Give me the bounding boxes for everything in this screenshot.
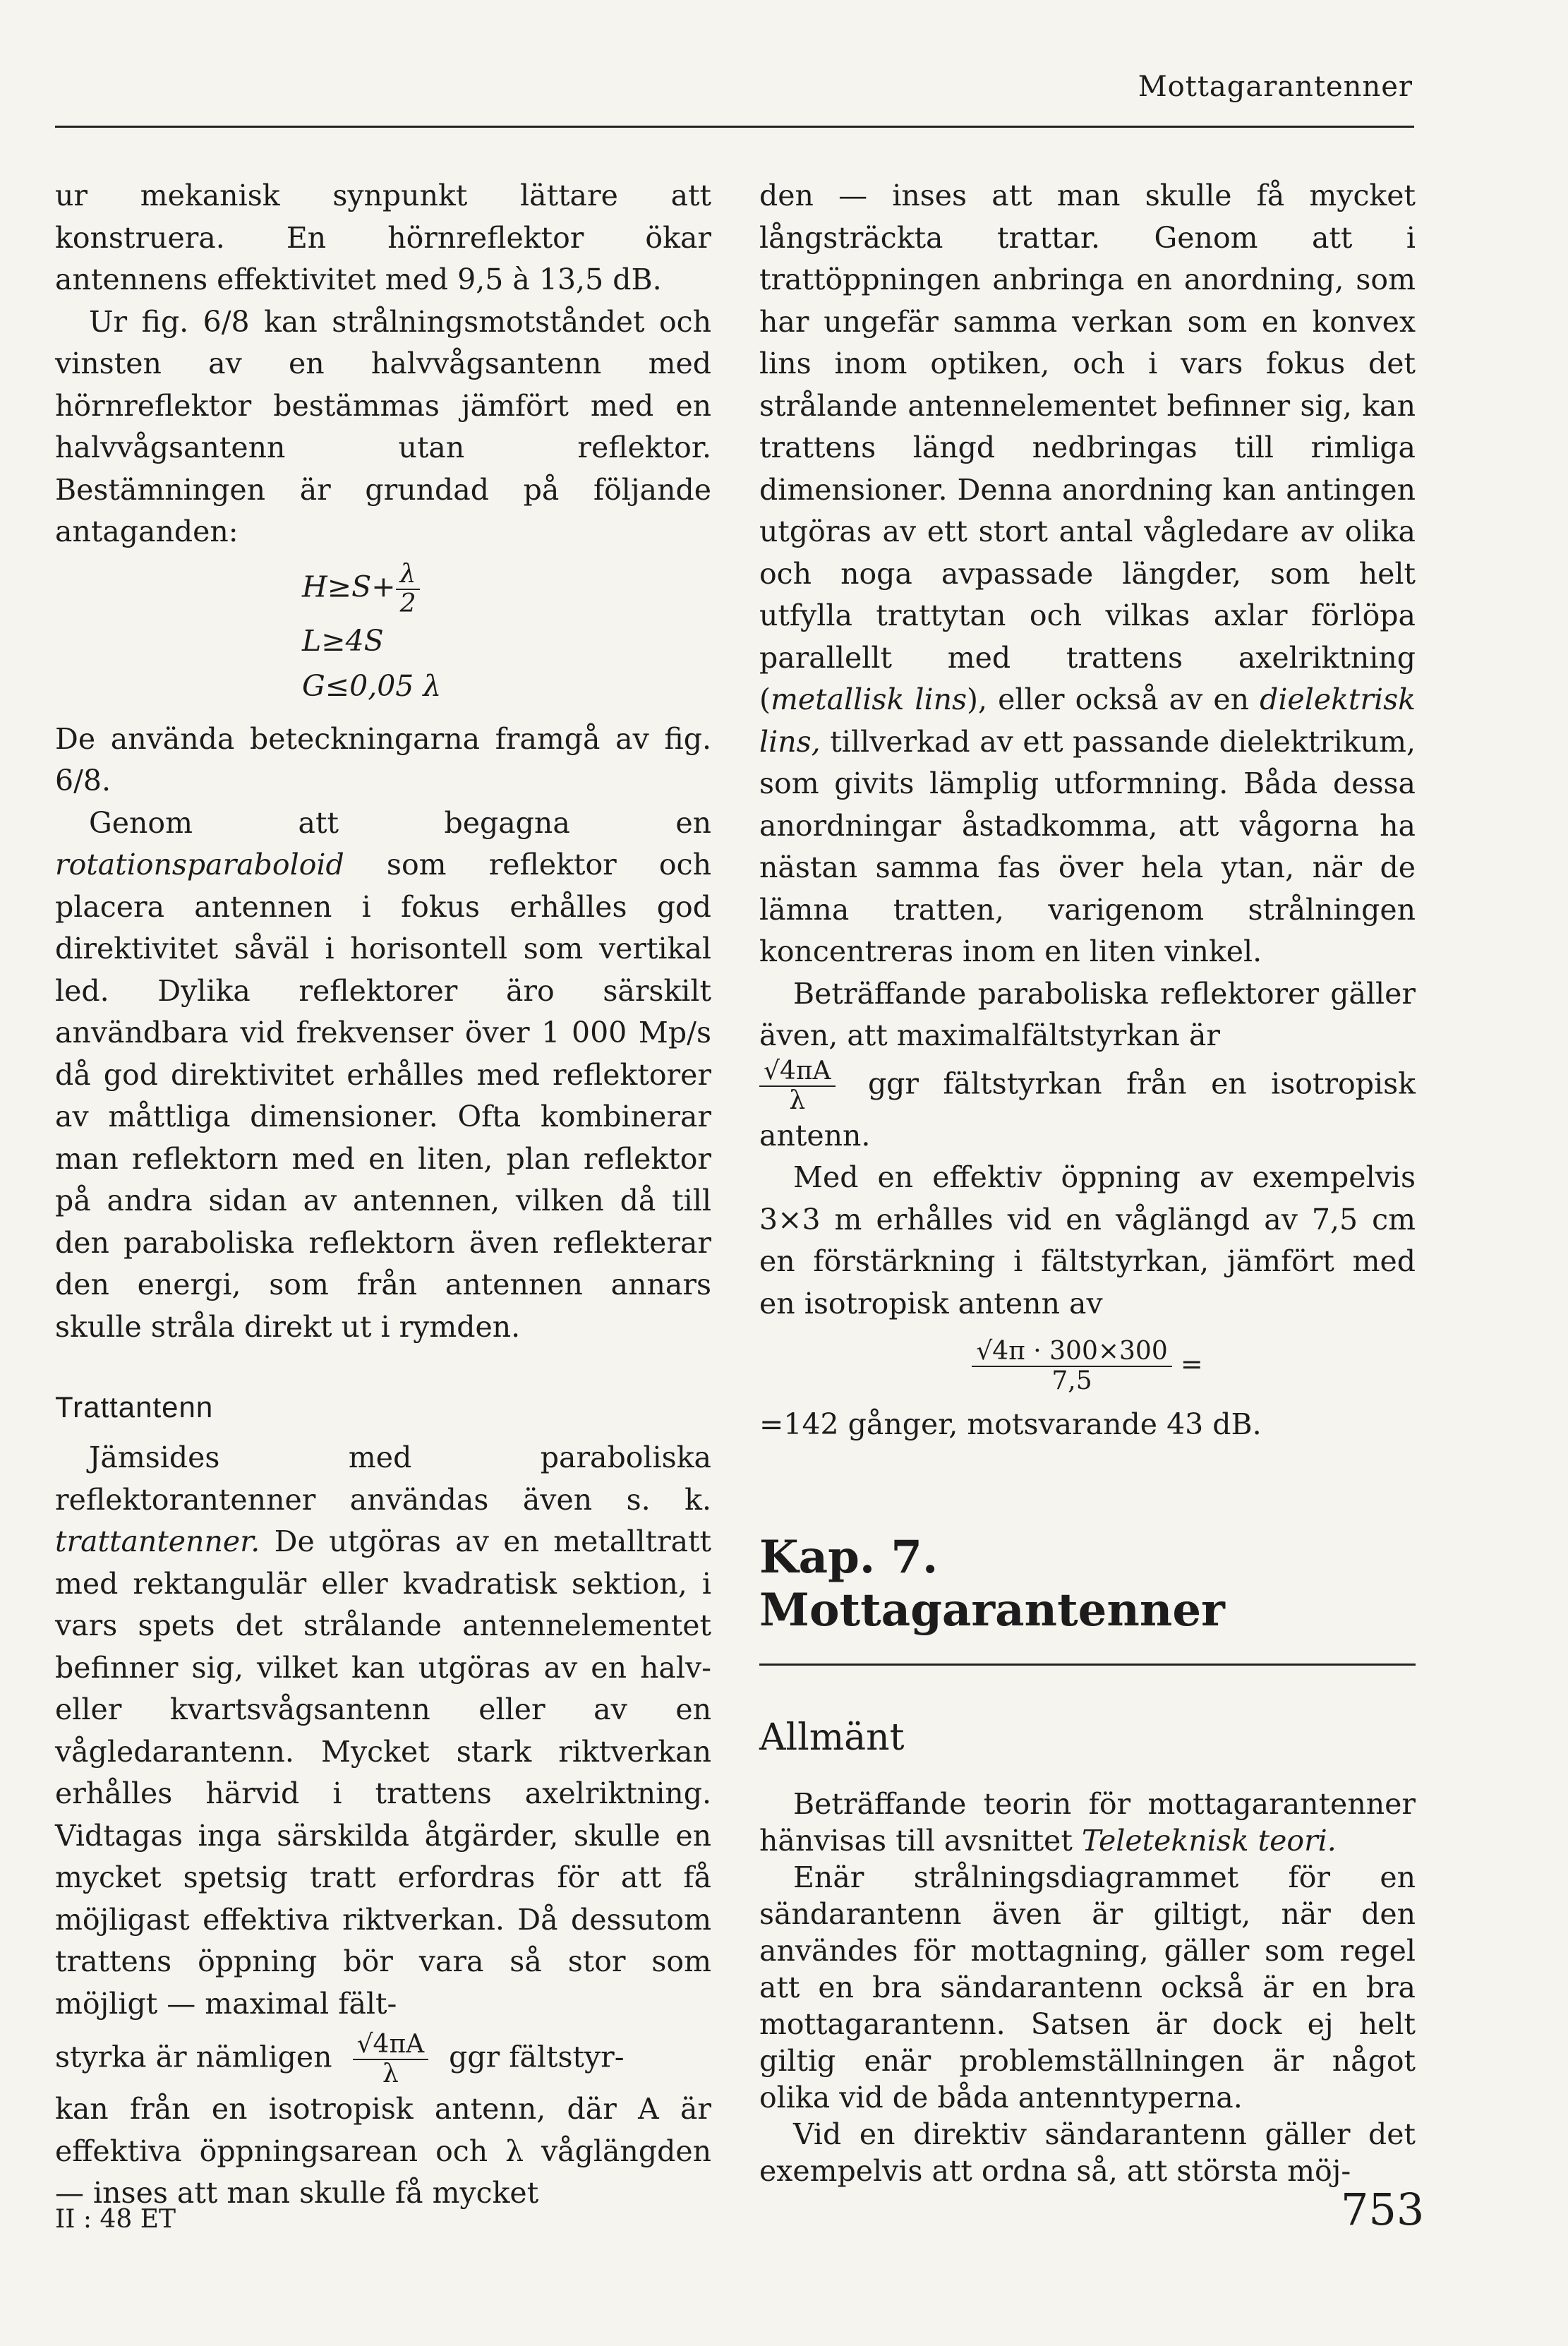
paragraph: =142 gånger, motsvarande 43 dB.	[759, 1407, 1262, 1441]
paragraph-with-fraction: styrka är nämligen $\frac{√4\pi A}{\lambda}$ ggr fältstyr-	[55, 2030, 625, 2088]
paragraph: Jämsides med paraboliska reflektorantenner användas även s. k. trattantenner. De utgöras av en metalltratt med rektangulär eller kvadratisk sektion, i vars spets det strålande antennelementet befinner sig, vilket kan utgöras av en halv- eller kvartsvågsantenn eller av en vågledarantenn. Mycket stark riktverkan erhålles härvid i trattens axelriktning. Vidtagas inga särskilda åtgärder, skulle en mycket spetsig tratt erfordras för att få möjligast effektiva riktverkan. Då dessutom trattens öppning bör vara så stor som möjligt — maximal fält-	[55, 1440, 711, 2021]
fraction: $\frac{√4\pi \cdot 300\times 300}{7,5}$	[972, 1337, 1171, 1395]
tight-text-block	[759, 1786, 1416, 2189]
footer-code: II : 48 ET	[55, 2205, 176, 2234]
section-heading: Trattantenn	[55, 1390, 214, 1424]
paragraph: Beträffande teorin för mottagarantenner hänvisas till avsnittet Teleteknisk teori.	[759, 1786, 1416, 1858]
right-column	[759, 175, 1416, 2189]
formula-length: L≥4S	[302, 623, 384, 658]
fraction: $\frac{√4\pi A}{\lambda}$	[759, 1057, 836, 1115]
paragraph: Enär strålningsdiagrammet för en sändarantenn även är giltigt, när den användes för mottagning, gäller som regel att en bra sändarantenn också är en bra mottagarantenn. Satsen är dock ej helt giltig enär problemställningen är något olika vid de båda antenntyperna.	[759, 1860, 1416, 2115]
fraction: $\frac{√4\pi A}{\lambda}$	[353, 2031, 429, 2088]
paragraph: kan från en isotropisk antenn, där A är effektiva öppningsarean och λ våglängden — inses att man skulle få mycket	[55, 2092, 711, 2210]
paragraph: Ur fig. 6/8 kan strålningsmotståndet och vinsten av en halvvågsantenn med hörnreflektor bestämmas jämfört med en halvvågsantenn utan reflektor. Bestämningen är grundad på följande antaganden:	[55, 304, 711, 548]
paragraph-with-fraction: $\frac{√4\pi A}{\lambda}$ ggr fältstyrkan från en isotropisk antenn.	[759, 1056, 1416, 1153]
paragraph: Beträffande paraboliska reflektorer gäller även, att maximalfältstyrkan är	[759, 976, 1416, 1052]
chapter-rule	[759, 1664, 1416, 1666]
emphasis: rotationsparaboloid	[55, 848, 344, 882]
emphasis: trattantenner.	[55, 1524, 260, 1558]
emphasis: metallisk lins	[771, 682, 967, 716]
emphasis: Teleteknisk teori.	[1081, 1823, 1337, 1858]
emphasis: dielektrisk lins,	[759, 682, 1416, 759]
paragraph: Vid en direktiv sändarantenn gäller det exempelvis att ordna så, att största möj-	[759, 2117, 1416, 2188]
paragraph: Med en effektiv öppning av exempelvis 3×3 m erhålles vid en våglängd av 7,5 cm en förstärkning i fältstyrkan, jämfört med en isotropisk antenn av	[759, 1160, 1416, 1321]
subsection-heading: Allmänt	[759, 1716, 905, 1759]
gain-formula: $\frac{√4\pi \cdot 300\times 300}{7,5}$ =	[759, 1337, 1416, 1395]
chapter-heading: Kap. 7. Mottagarantenner	[759, 1530, 1225, 1637]
paragraph: Genom att begagna en rotationsparaboloid som reflektor och placera antennen i fokus erhålles god direktivitet såväl i horisontell som vertikal led. Dylika reflektorer äro särskilt användbara vid frekvenser över 1 000 Mp/s då god direktivitet erhålles med reflektorer av måttliga dimensioner. Ofta kombinerar man reflektorn med en liten, plan reflektor på andra sidan av antennen, vilken då till den paraboliska reflektorn även reflekterar den energi, som från antennen annars skulle stråla direkt ut i rymden.	[55, 805, 711, 1344]
formula-block	[55, 560, 711, 709]
paragraph: ur mekanisk synpunkt lättare att konstruera. En hörnreflektor ökar antennens effektivitet med 9,5 à 13,5 dB.	[55, 179, 711, 296]
paragraph: den — inses att man skulle få mycket långsträckta trattar. Genom att i trattöppningen anbringa en anordning, som har ungefär samma verkan som en konvex lins inom optiken, och i vars fokus det strålande antennelementet befinner sig, kan trattens längd nedbringas till rimliga dimensioner. Denna anordning kan antingen utgöras av ett stort antal vågledare av olika och noga avpassade längder, som helt utfylla trattytan och vilkas axlar förlöpa parallellt med trattens axelriktning (metallisk lins), eller också av en dielektrisk lins, tillverkad av ett passande dielektrikum, som givits lämplig utformning. Båda dessa anordningar åstadkomma, att vågorna ha nästan samma fas över hela ytan, när de lämna tratten, varigenom strålningen koncentreras inom en liten vinkel.	[759, 179, 1416, 968]
formula-gap: G≤0,05 λ	[302, 668, 442, 703]
formula-height: H≥S+ $\frac{\lambda}{2}$	[302, 560, 711, 618]
left-column	[55, 175, 711, 2215]
page-number: 753	[1341, 2184, 1425, 2235]
running-title: Mottagarantenner	[1138, 71, 1413, 103]
fraction: $\frac{\lambda}{2}$	[396, 560, 421, 618]
header-rule	[55, 126, 1414, 128]
paragraph: De använda beteckningarna framgå av fig. 6/8.	[55, 721, 711, 798]
